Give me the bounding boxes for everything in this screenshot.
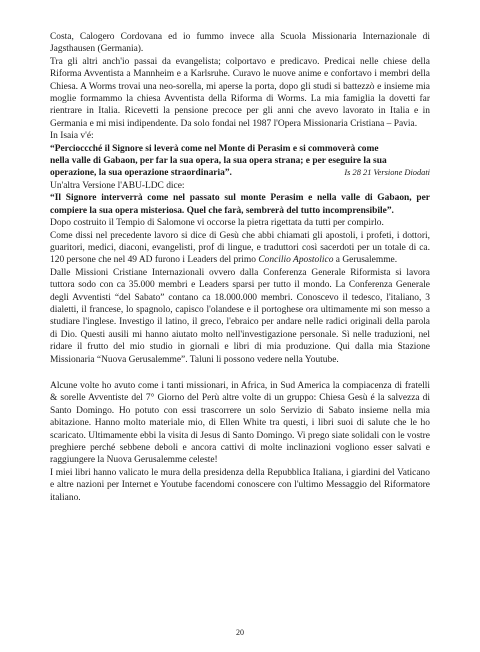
paragraph-jagsthausen: Costa, Calogero Cordovana ed io fummo invece alla Scuola Missionaria Internazionale di Jagsthausen (Germania).: [50, 32, 430, 55]
quote-line: operazione, la sua operazione straordinaria”.: [50, 168, 232, 179]
paragraph-books: I miei libri hanno valicato le mura della presidenza della Repubblica Italiana, i giardini del Vaticano e altre nazioni per Internet e Youtube facendomi conoscere con l'ultimo Messaggio del Riformatore italiano.: [50, 467, 430, 503]
quote-line: “Percioccché il Signore si leverà come nel Monte di Perasim e si commoverà come: [50, 143, 379, 154]
paragraph-missions: Dalle Missioni Cristiane Internazionali ovvero dalla Conferenza Generale Riformista si lavora tuttora sodo con ca 35.000 membri e Leaders sparsi per tutto il mondo. La Conferenza Generale degli Avventisti “del Sabato” contano ca 18.000.000 membri. Conoscevo il tedesco, l'italiano, 3 dialetti, il francese, lo spagnolo, capisco l'olandese e il portoghese ora ultimamente mi son messo a studiare l'inglese. Investigo il latino, il greco, l'ebraico per andare nelle radici originali della parola di Dio. Questi ausili mi hanno aiutato molto nell'investigazione personale. Sì nelle traduzioni, nel ridare il frutto del mio studio in giornali e libri di mia produzione. Qui dalla mia Stazione Missionaria “Nuova Gerusalemme”. Taluni li possono vedere nella Youtube.: [50, 267, 430, 365]
council-text: Come dissi nel precedente lavoro si dice di Gesù che abbi chiamati gli apostoli, i profeti, i dottori, guaritori, medici, diaconi, evangelisti, prof di lingue, e traduttori così sacerdoti per un totale di ca. 120 persone che nel 49 AD furono i Leaders del primo: [50, 230, 430, 266]
council-text-end: a Gerusalemme.: [333, 255, 398, 266]
paragraph-evangelist: Tra gli altri anch'io passai da evangelista; colportavo e predicavo. Predicai nelle chiese della Riforma Avventista a Mannheim e a Karlsruhe. Curavo le nuove anime e confortavo i membri della Chiesa. A Worms trovai una neo-sorella, mi aperse la porta, dopo gli studi si battezzò e insieme mia moglie formammo la chiesa Avventista della Riforma di Worms. La mia famiglia la dovetti far rientrare in Italia. Ricevetti la pensione precoce per gli anni che avevo lavorato in Italia e in Germania e mi misi indipendente. Da solo fondai nel 1987 l'Opera Missionaria Cristiana – Pavia.: [50, 56, 430, 129]
paragraph-missionaries: Alcune volte ho avuto come i tanti missionari, in Africa, in Sud America la compiacenza di fratelli & sorelle Avventiste del 7° Giorno del Perù altre volte di un gruppo: Chiesa Gesù é la salvezza di Santo Domingo. Ho potuto con essi trascorrere un solo Servizio di Sabato insieme nella mia abitazione. Hanno molto materiale mio, di Ellen White tra questi, i libri suoi di salute che le ho scaricato. Ultimamente ebbi la visita di Jesus di Santo Domingo. Vi prego siate solidali con le vostre preghiere perché sebbene deboli e ancora cattivi di molte inclinazioni vogliono esser salvati e raggiungere la Nuova Gerusalemme celeste!: [50, 380, 430, 466]
paragraph-temple: Dopo costruito il Tempio di Salomone vi occorse la pietra rigettata da tutti per compirlo.: [50, 218, 384, 229]
paragraph-gap: [50, 366, 430, 380]
quote-isaiah-diodati: [50, 143, 430, 180]
version-intro: Un'altra Versione l'ABU-LDC dice:: [50, 180, 185, 191]
quote-last-line: [50, 167, 430, 179]
quote-line: nella valle di Gabaon, per far la sua opera, la sua opera strana; e per eseguire la sua: [50, 156, 387, 167]
paragraph-council: [50, 230, 430, 267]
quote-isaiah-abu-ldc: “Il Signore interverrà come nel passato sul monte Perasim e nella valle di Gabaon, per compiere la sua opera misteriosa. Quel che farà, sembrerà del tutto incomprensibile”.: [50, 193, 430, 216]
council-name: Concilio Apostolico: [258, 255, 334, 266]
isaia-intro: In Isaia v'é:: [50, 131, 94, 142]
page-number: 20: [236, 628, 244, 637]
quote-reference: Is 28 21 Versione Diodati: [344, 168, 430, 178]
document-page: [50, 31, 430, 504]
